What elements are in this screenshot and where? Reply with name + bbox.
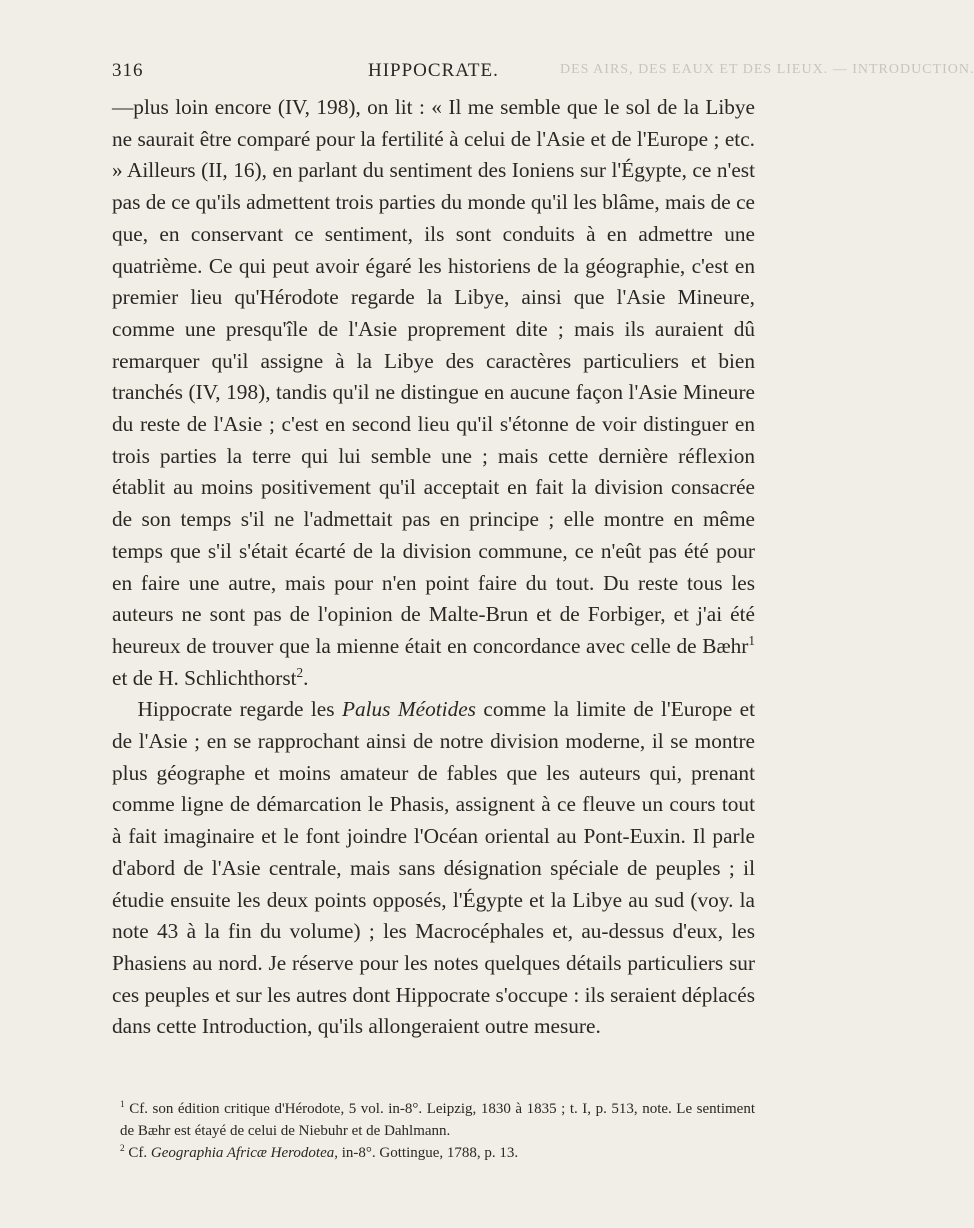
- paragraph-1-text: —plus loin encore (IV, 198), on lit : « Il me semble que le sol de la Libye ne saurait être comparé pour la fertilité à celui de l'Asie et de l'Europe ; etc. » Ailleurs (II, 16), en parlant du sentiment des Ioniens sur l'Égypte, ce n'est pas de ce qu'ils admettent trois parties du monde qu'il les blâme, mais de ce que, en conservant ce sentiment, ils sont conduits à en admettre une quatrième. Ce qui peut avoir égaré les historiens de la géographie, c'est en premier lieu qu'Hérodote regarde la Libye, ainsi que l'Asie Mineure, comme une presqu'île de l'Asie proprement dite ; mais ils auraient dû remarquer qu'il assigne à la Libye des caractères particuliers et bien tranchés (IV, 198), tandis qu'il ne distingue en aucune façon l'Asie Mineure du reste de l'Asie ; c'est en second lieu qu'il s'étonne de voir distinguer en trois parties la terre qui lui semble une ; mais cette dernière réflexion établit au moins positivement qu'il acceptait en fait la division consacrée de son temps s'il ne l'admettait pas en principe ; elle montre en même temps que s'il s'était écarté de la division commune, ce n'eût pas été pour en faire une autre, mais pour n'en point faire du tout. Du reste tous les auteurs ne sont pas de l'opinion de Malte-Brun et de Forbiger, et j'ai été heureux de trouver que la mienne était en concordance avec celle de Bæhr: [112, 95, 755, 658]
- footnote-1: [112, 1098, 755, 1142]
- footnote-2-italic: Geographia Africæ Herodotea: [150, 1145, 335, 1161]
- footnote-1-mark: 1: [120, 1100, 125, 1110]
- paragraph-2-rest: comme la limite de l'Europe et de l'Asie ; en se rapprochant ainsi de notre division moderne, il se montre plus géographe et moins amateur de fables que les auteurs qui, prenant comme ligne de démarcation le Phasis, assignent à ce fleuve un cours tout à fait imaginaire et le font joindre l'Océan oriental au Pont-Euxin. Il parle d'abord de l'Asie centrale, mais sans désignation spéciale de peuples ; il étudie ensuite les deux points opposés, l'Égypte et la Libye au sud (voy. la note 43 à la fin du volume) ; les Macrocéphales et, au-dessus d'eux, les Phasiens au nord. Je réserve pour les notes quelques détails particuliers sur ces peuples et sur les autres dont Hippocrate s'occupe : ils seraient déplacés dans cette Introduction, qu'ils allongeraient outre mesure.: [112, 697, 756, 1039]
- paragraph-2: [112, 694, 755, 1043]
- body-text: [112, 92, 755, 1043]
- footnote-2-post: , in-8°. Gottingue, 1788, p. 13.: [334, 1145, 519, 1161]
- running-head: [112, 60, 752, 90]
- page-number: 316: [112, 60, 144, 81]
- paragraph-2-italic: Palus Méotides: [341, 697, 476, 722]
- paragraph-1-end: .: [303, 665, 309, 690]
- footnotes: [112, 1098, 755, 1164]
- paragraph-1: [112, 92, 755, 694]
- paragraph-1-mid: et de H. Schlichthorst: [112, 665, 297, 690]
- footnote-2: [112, 1142, 755, 1164]
- bleed-through-text: DES AIRS, DES EAUX ET DES LIEUX. — INTRODUCTION.: [560, 62, 974, 77]
- paragraph-2-start: Hippocrate regarde les: [137, 697, 342, 722]
- running-title: HIPPOCRATE.: [368, 60, 499, 81]
- footnote-ref-1: 1: [748, 632, 755, 648]
- footnote-2-pre: Cf.: [124, 1145, 151, 1161]
- footnote-ref-2: 2: [296, 664, 304, 680]
- footnote-1-text: Cf. son édition critique d'Hérodote, 5 vol. in-8°. Leipzig, 1830 à 1835 ; t. I, p. 513, note. Le sentiment de Bæhr est étayé de celui de Niebuhr et de Dahlmann.: [120, 1101, 755, 1139]
- footnote-2-mark: 2: [120, 1144, 125, 1154]
